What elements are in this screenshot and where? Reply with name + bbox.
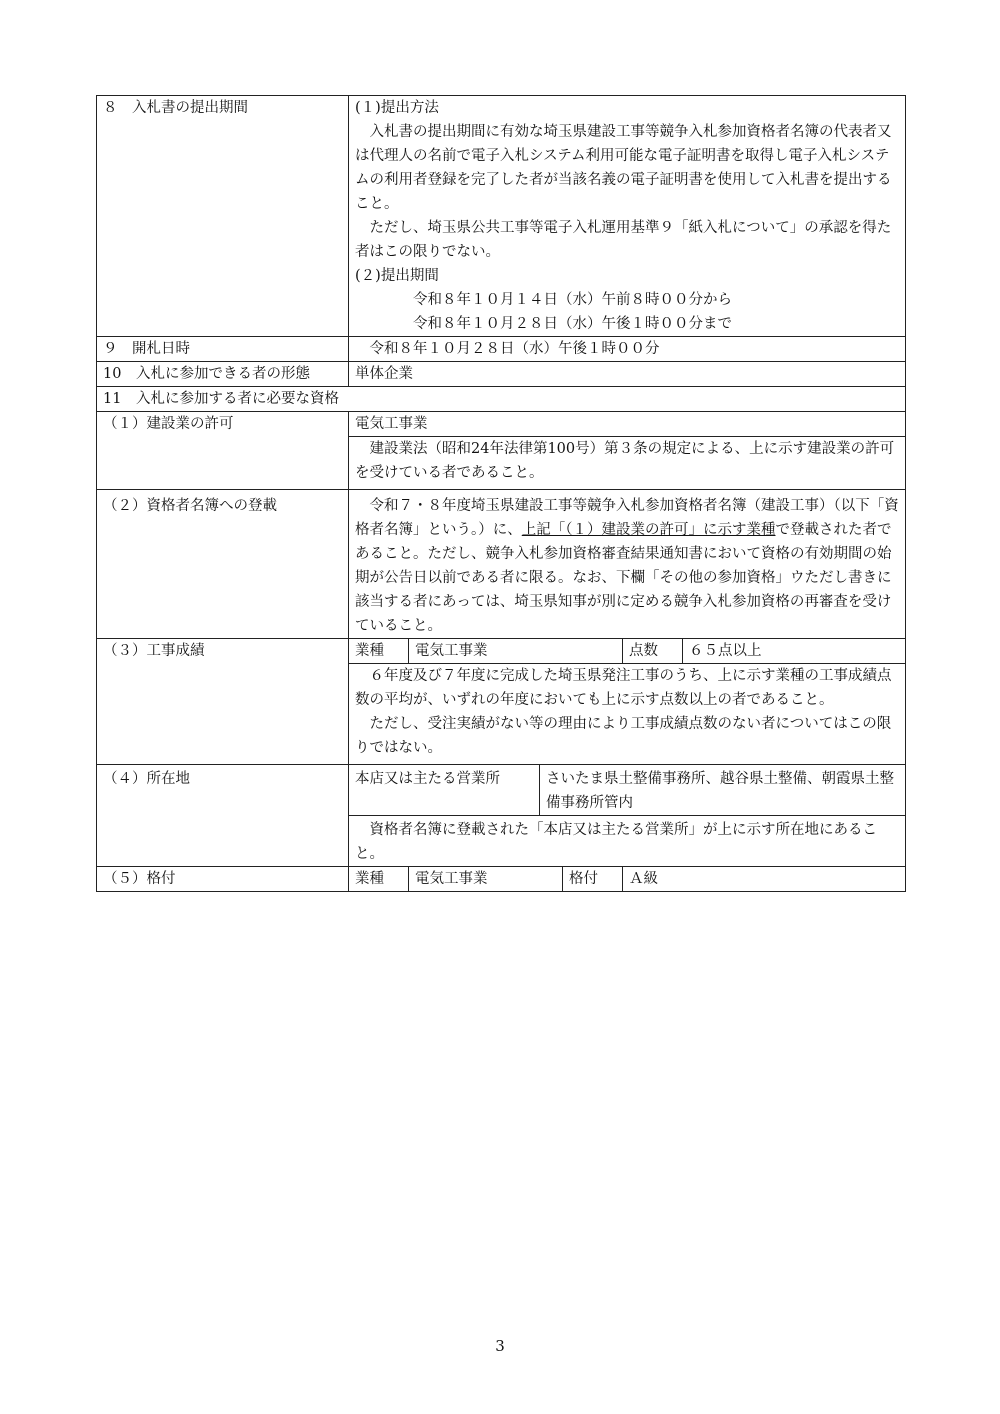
performance-note: ただし、受注実績がない等の理由により工事成績点数のない者についてはこの限りではない。	[355, 716, 892, 756]
performance-text: ６年度及び７年度に完成した埼玉県発注工事のうち、上に示す業種の工事成績点数の平均が、いずれの年度においても上に示す点数以上の者であること。	[355, 668, 892, 708]
participant-form-label: 10 入札に参加できる者の形態	[97, 362, 349, 387]
bid-period-content	[349, 96, 906, 337]
submission-period-from: 令和８年１０月１４日（水）午前８時００分から	[413, 292, 732, 308]
performance-kind-label: 業種	[349, 639, 409, 664]
registry-label: （２）資格者名簿への登載	[97, 490, 349, 639]
row-opening-datetime	[97, 337, 906, 362]
registry-description	[349, 490, 906, 639]
license-description: 建設業法（昭和24年法律第100号）第３条の規定による、上に示す建設業の許可を受けている者であること。	[349, 437, 906, 490]
grade-grade-label: 格付	[569, 871, 598, 887]
registry-text-underlined: 上記「（１）建設業の許可」に示す業種	[521, 522, 776, 538]
performance-score-label: 点数	[623, 639, 683, 663]
page-number: 3	[495, 1337, 505, 1355]
row-participant-form	[97, 362, 906, 387]
performance-score-value: ６５点以上	[689, 643, 762, 659]
grade-label: （５）格付	[97, 867, 349, 892]
grade-subtable	[409, 867, 622, 891]
registry-text-a: 令和７・８年度埼玉県建設工事等競争入札参加資格者名簿（建設工事）（以下「資格者名簿」という。）に、	[355, 498, 899, 538]
row-performance	[97, 639, 906, 664]
grade-kind-value	[409, 867, 623, 892]
row-registry	[97, 490, 906, 639]
grade-value: Ａ級	[623, 867, 906, 892]
license-label: （１）建設業の許可	[97, 412, 349, 490]
registry-text-b: で登載された者であること。ただし、競争入札参加資格審査結果通知書において資格の有効期間の始期が公告日以前である者に限る。なお、下欄「その他の参加資格」ウただし書きに該当する者にあっては、埼玉県知事が別に定める競争入札参加資格の再審査を受けていること。	[355, 522, 892, 634]
row-qualifications-heading	[97, 387, 906, 412]
location-office-label: 本店又は主たる営業所	[349, 765, 540, 816]
row-bid-period	[97, 96, 906, 337]
row-grade	[97, 867, 906, 892]
submission-period-to: 令和８年１０月２８日（水）午後１時００分まで	[413, 316, 732, 332]
score-subtable	[623, 639, 905, 663]
performance-kind-value: 電気工事業	[409, 639, 623, 664]
license-type: 電気工事業	[349, 412, 906, 437]
performance-score-cell	[623, 639, 906, 664]
opening-datetime-label: ９ 開札日時	[97, 337, 349, 362]
row-location	[97, 765, 906, 816]
performance-label: （３）工事成績	[97, 639, 349, 765]
location-label: （４）所在地	[97, 765, 349, 867]
grade-kind-label: 業種	[349, 867, 409, 892]
grade-kind-text: 電気工事業	[409, 867, 563, 891]
location-office-value: さいたま県土整備事務所、越谷県土整備、朝霞県土整備事務所管内	[540, 765, 906, 816]
location-description: 資格者名簿に登載された「本店又は主たる営業所」が上に示す所在地にあること。	[349, 816, 906, 867]
submission-method-note: ただし、埼玉県公共工事等電子入札運用基準９「紙入札について」の承認を得た者はこの限りでない。	[355, 220, 892, 260]
submission-period-heading: (２)提出期間	[355, 268, 439, 284]
participant-form-value: 単体企業	[349, 362, 906, 387]
submission-method-heading: (１)提出方法	[355, 100, 439, 116]
qualifications-heading: 11 入札に参加する者に必要な資格	[97, 387, 906, 412]
opening-datetime-value: 令和８年１０月２８日（水）午後１時００分	[349, 337, 906, 362]
bid-conditions-table	[96, 95, 906, 892]
bid-period-label: ８ 入札書の提出期間	[97, 96, 349, 337]
submission-method-text: 入札書の提出期間に有効な埼玉県建設工事等競争入札参加資格者名簿の代表者又は代理人の名前で電子入札システム利用可能な電子証明書を取得し電子入札システムの利用者登録を完了した者が当該名義の電子証明書を使用して入札書を提出すること。	[355, 124, 892, 212]
row-license	[97, 412, 906, 437]
performance-description	[349, 664, 906, 765]
